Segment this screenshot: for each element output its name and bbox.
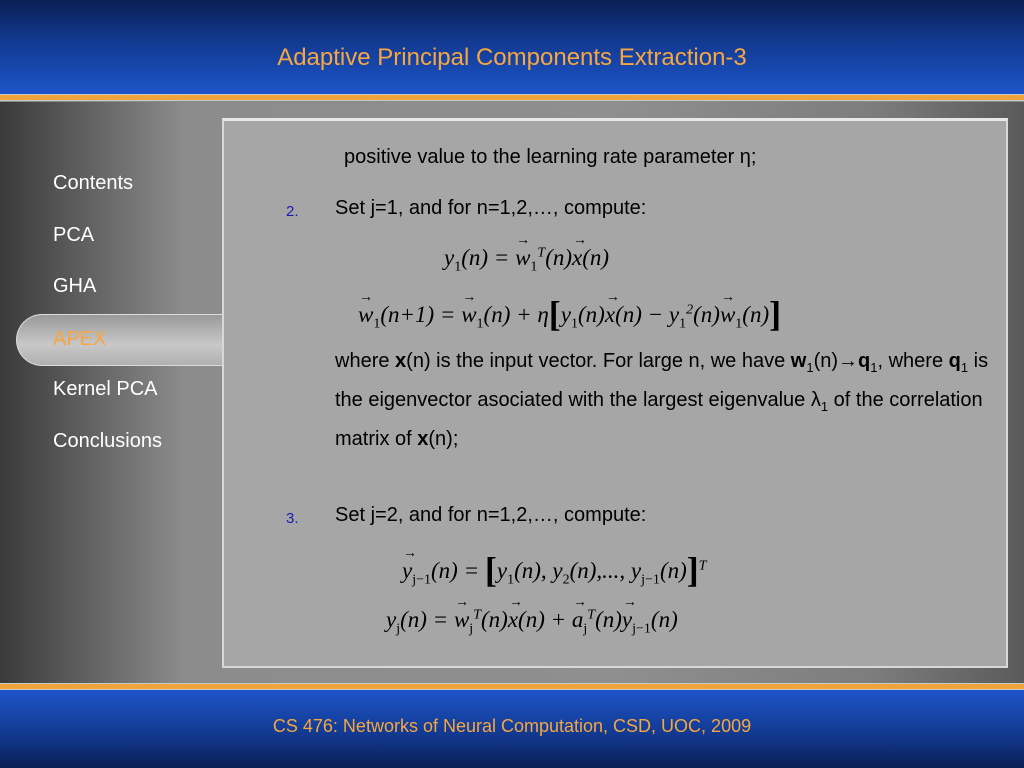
equation-1: $y_1(n)$ = → $w_1^T(n)\to x(n)$	[444, 245, 609, 276]
step-number: 2.	[286, 203, 299, 220]
nav-item-apex[interactable]: APEX	[53, 328, 107, 350]
sidebar-nav	[0, 102, 222, 684]
content-panel	[222, 118, 1008, 668]
slide-header	[0, 0, 1024, 94]
footer-divider	[0, 683, 1024, 690]
step-number: 3.	[286, 510, 299, 527]
where-paragraph: where x(n) is the input vector. For large n, we have $w_1(n)\to q_1$, where $q_1$ is the eigenvector asociated with the largest eigenvalue $\lambda_1$ of the correlation matrix of x(n);	[335, 350, 989, 450]
nav-item-contents[interactable]: Contents	[53, 172, 134, 194]
footer-text: CS 476: Networks of Neural Computation, CSD, UOC, 2009	[272, 716, 752, 736]
step-text: Set j=2, and for n=1,2,…, compute:	[335, 504, 647, 526]
nav-item-gha[interactable]: GHA	[53, 275, 97, 297]
slide-title: Adaptive Principal Components Extraction-3	[277, 44, 747, 71]
slide-footer	[0, 690, 1024, 768]
equation-3: → $y_{j-1}(n) = [y_1(n)$, $y_2(n)$,..., $y_{j-1}(n)]^T$	[402, 549, 707, 591]
nav-active-highlight	[16, 314, 222, 366]
step-text: Set j=1, and for n=1,2,…, compute:	[335, 197, 647, 219]
nav-item-kernel-pca[interactable]: Kernel PCA	[53, 378, 158, 400]
nav-item-conclusions[interactable]: Conclusions	[53, 430, 162, 452]
nav-item-pca[interactable]: PCA	[53, 224, 95, 246]
intro-text: positive value to the learning rate parameter η;	[344, 146, 757, 168]
equation-2: → $w_1(n+1)$ = → $w_1(n) + \eta[y_1(n)\to x(n) - y_1^2(n)\to w_1(n)]$	[358, 293, 781, 335]
slide-body	[0, 102, 1024, 684]
arrow-icon: →	[838, 350, 859, 372]
equation-4: $y_j(n)$ = → $w_j^T(n)\to x(n)$ + → $a_j^T(n)\to y_{j-1}(n)$	[386, 607, 678, 638]
header-divider	[0, 94, 1024, 101]
